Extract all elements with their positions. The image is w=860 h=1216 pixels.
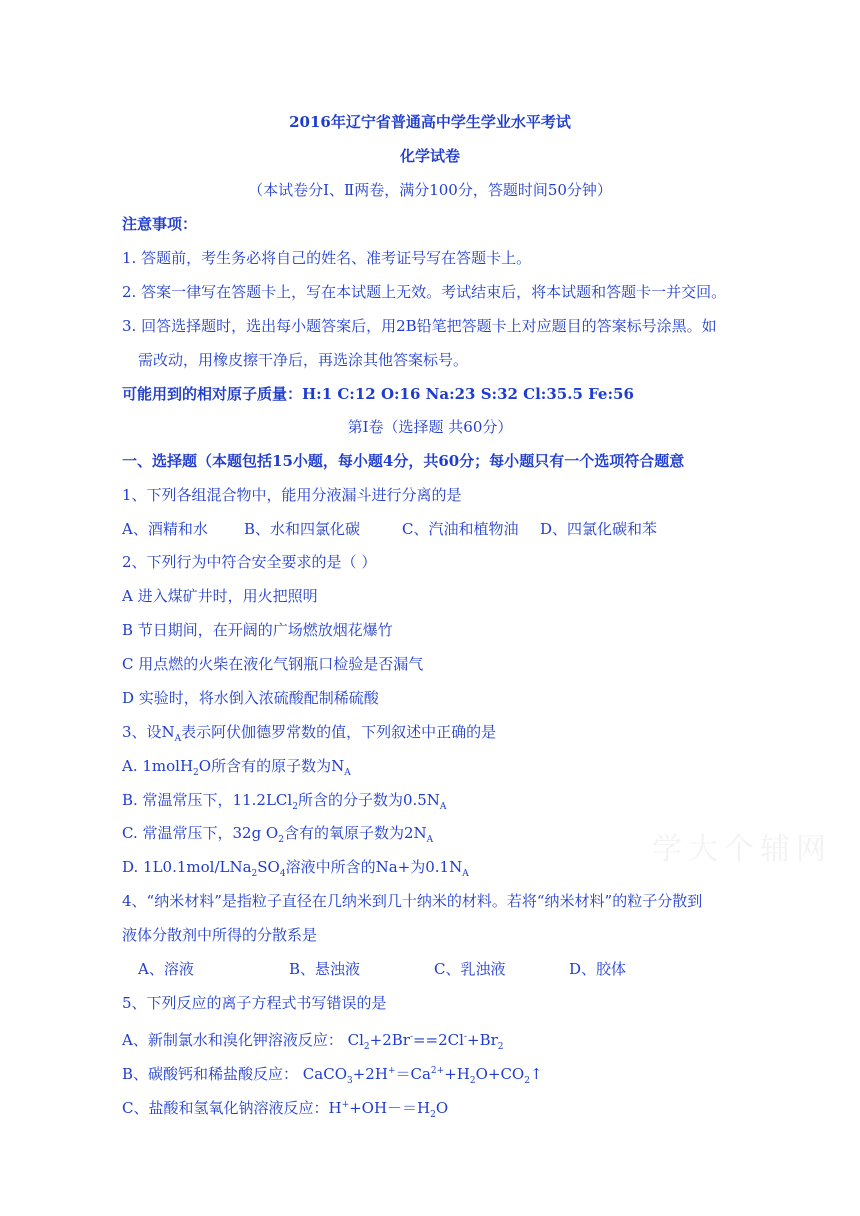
question-3-option-b (122, 790, 446, 817)
exam-title: 2016年辽宁省普通高中学生学业水平考试 (289, 113, 571, 131)
q3a-sub2: A (344, 768, 351, 778)
q3-stem-part-2: 表示阿伏伽德罗常数的值，下列叙述中正确的是 (181, 723, 497, 741)
q5c-s1: 2 (430, 1110, 436, 1120)
q3b-mid: 所含的分子数为0.5N (297, 791, 440, 809)
q5b-t1: B、碳酸钙和稀盐酸反应： CaCO (122, 1065, 347, 1083)
q3c-mid: 含有的氧原子数为2N (283, 824, 427, 842)
watermark: 学大个辅网 (652, 832, 832, 867)
part1-title: 第Ⅰ卷（选择题 共60分） (347, 418, 513, 436)
q5b-t4: +H (444, 1065, 470, 1083)
q5a-s2: 2 (497, 1042, 504, 1052)
note-item-3: 3. 回答选择题时，选出每小题答案后，用2B铅笔把答题卡上对应题目的答案标号涂黑。如 (122, 317, 717, 335)
q5b-s1: 3 (347, 1076, 353, 1086)
q3d-sub3: A (462, 869, 469, 879)
note-item-1: 1. 答题前，考生务必将自己的姓名、准考证号写在答题卡上。 (122, 249, 532, 267)
question-5-option-a (122, 1027, 504, 1057)
q5a-t3: ==2Cl (412, 1031, 464, 1049)
question-4-stem-line-2: 液体分散剂中所得的分散系是 (122, 926, 318, 944)
question-3-option-c (122, 823, 433, 850)
q3a-sub1: 2 (193, 768, 199, 778)
q3c-sub1: 2 (278, 835, 284, 845)
q5b-s3: 2 (524, 1076, 530, 1086)
q5a-p2: - (463, 1032, 467, 1042)
question-3-option-d (122, 857, 469, 884)
q3d-pre: D. 1L0.1mol/LNa (122, 858, 252, 876)
q5a-t1: A、新制氯水和溴化钾溶液反应： Cl (122, 1031, 364, 1049)
question-5-option-b (122, 1061, 543, 1091)
q3a-mid: O所含有的原子数为N (198, 757, 345, 775)
question-2-option-a: A 进入煤矿井时，用火把照明 (122, 587, 318, 605)
q5b-p1: + (387, 1066, 396, 1076)
question-5-stem: 5、下列反应的离子方程式书写错误的是 (122, 994, 387, 1012)
exam-info: （本试卷分Ⅰ、Ⅱ两卷，满分100分，答题时间50分钟） (248, 181, 612, 199)
question-2-option-c: C 用点燃的火柴在液化气钢瓶口检验是否漏气 (122, 655, 424, 673)
q5a-t2: +2Br (369, 1031, 410, 1049)
question-4-option-d: D、胶体 (569, 960, 627, 978)
q5c-t1: C、盐酸和氢氧化钠溶液反应：H (122, 1099, 342, 1117)
q5c-t3: O (435, 1099, 449, 1117)
q5c-p1: + (341, 1100, 350, 1110)
q3b-sub1: 2 (292, 802, 298, 812)
question-2-option-b: B 节日期间，在开阔的广场燃放烟花爆竹 (122, 621, 393, 639)
question-3-option-a (122, 756, 351, 783)
q5b-t2: +2H (352, 1065, 388, 1083)
q5b-t3: ＝Ca (395, 1065, 431, 1083)
question-2-option-d: D 实验时，将水倒入浓硫酸配制稀硫酸 (122, 689, 379, 707)
q5a-s1: 2 (363, 1042, 370, 1052)
question-1-stem: 1、下列各组混合物中，能用分液漏斗进行分离的是 (122, 486, 462, 504)
question-4-stem-line-1: 4、“纳米材料”是指粒子直径在几纳米到几十纳米的材料。若将“纳米材料”的粒子分散到 (122, 892, 703, 910)
q3d-mid1: SO (257, 858, 280, 876)
q3d-mid2: 溶液中所含的Na+为0.1N (285, 858, 463, 876)
question-5-option-c (122, 1095, 448, 1125)
note-item-3-continued: 需改动，用橡皮擦干净后，再选涂其他答案标号。 (138, 351, 469, 369)
q3-stem-part: 3、设N (122, 723, 175, 741)
question-4-option-c: C、乳浊液 (434, 960, 506, 978)
question-1-option-b: B、水和四氯化碳 (244, 520, 361, 538)
question-1-option-d: D、四氯化碳和苯 (540, 520, 658, 538)
section1-heading: 一、选择题（本题包括15小题，每小题4分，共60分；每小题只有一个选项符合题意 (122, 452, 685, 470)
q3c-pre: C. 常温常压下，32g O (122, 824, 279, 842)
q5b-p2: 2+ (430, 1066, 445, 1076)
notes-heading: 注意事项： (122, 215, 198, 233)
q5b-t5: O+CO (475, 1065, 525, 1083)
q3-stem-sub: A (174, 734, 182, 744)
q3d-sub2: 4 (279, 869, 286, 879)
question-4-option-a: A、溶液 (138, 960, 194, 978)
question-2-stem: 2、下列行为中符合安全要求的是（ ） (122, 553, 377, 571)
question-4-option-b: B、悬浊液 (289, 960, 361, 978)
q3b-pre: B. 常温常压下，11.2LCl (122, 791, 293, 809)
question-1-option-a: A、酒精和水 (122, 520, 208, 538)
q5b-s2: 2 (469, 1076, 476, 1086)
question-3-stem (122, 722, 496, 749)
q3b-sub2: A (439, 802, 447, 812)
exam-subtitle: 化学试卷 (399, 147, 460, 165)
atomic-masses: 可能用到的相对原子质量：H:1 C:12 O:16 Na:23 S:32 Cl:35.5 Fe:56 (122, 385, 634, 403)
q5b-t6: ↑ (529, 1065, 543, 1083)
q3a-pre: A. 1molH (122, 757, 194, 775)
q5a-t4: +Br (467, 1031, 498, 1049)
q3c-sub2: A (426, 835, 434, 845)
note-item-2: 2. 答案一律写在答题卡上，写在本试题上无效。考试结束后，将本试题和答题卡一并交回。 (122, 283, 727, 301)
q3d-sub1: 2 (251, 869, 258, 879)
q5a-p1: - (409, 1032, 413, 1042)
question-1-option-c: C、汽油和植物油 (402, 520, 519, 538)
q5c-t2: +OH－＝H (349, 1099, 431, 1117)
